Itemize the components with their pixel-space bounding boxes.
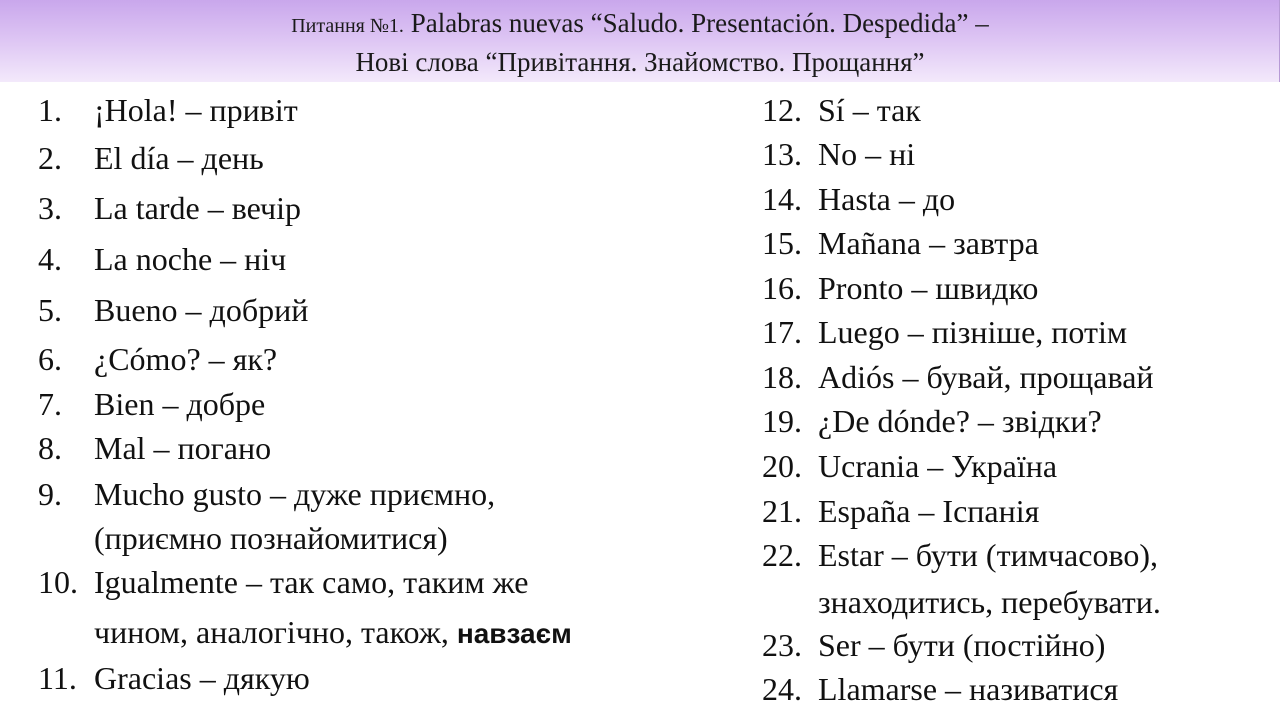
item-number: 22. (762, 537, 802, 573)
item-number: 7. (38, 386, 62, 422)
item-number: 2. (38, 140, 62, 176)
item-text: Estar – бути (тимчасово), (818, 537, 1158, 573)
item-text: Sí – так (818, 92, 921, 128)
item-number: 11. (38, 660, 77, 696)
item-text: Ucrania – Україна (818, 448, 1058, 484)
title-line-1 (0, 6, 1280, 43)
emphasized-word: навзаєм (456, 618, 572, 649)
item-number: 5. (38, 292, 62, 328)
item-text: La tarde – вечір (94, 190, 302, 226)
item-number: 15. (762, 225, 802, 261)
item-number: 3. (38, 190, 62, 226)
item-number: 24. (762, 671, 802, 707)
question-number: Питання №1. (291, 15, 404, 37)
item-text: Bueno – добрий (94, 292, 309, 328)
item-number: 6. (38, 341, 62, 377)
item-number: 19. (762, 403, 802, 439)
item-text-continuation: знаходитись, перебувати. (818, 584, 1161, 620)
title-line-2: Нові слова “Привітання. Знайомство. Прощання” (355, 47, 925, 77)
item-number: 17. (762, 314, 802, 350)
item-text: El día – день (94, 140, 264, 176)
item-text: Llamarse – називатися (818, 671, 1119, 707)
item-number: 20. (762, 448, 802, 484)
item-text: Pronto – швидко (818, 270, 1039, 306)
item-text: Bien – добре (94, 386, 266, 422)
item-text: ¿Cómo? – як? (94, 341, 278, 377)
item-number: 1. (38, 92, 62, 128)
item-text: Gracias – дякую (94, 660, 310, 696)
item-number: 16. (762, 270, 802, 306)
item-text: España – Іспанія (818, 493, 1040, 529)
item-text: Mucho gusto – дуже приємно, (94, 476, 496, 512)
item-text: Adiós – бувай, прощавай (818, 359, 1154, 395)
item-number: 13. (762, 136, 802, 172)
slide-title-banner (0, 0, 1280, 82)
title-spanish: Palabras nuevas “Saludo. Presentación. Despedida” – (410, 8, 989, 38)
item-number: 21. (762, 493, 802, 529)
item-text: Hasta – до (818, 181, 956, 217)
item-text: Igualmente – так само, таким же (94, 564, 529, 600)
item-text: ¿De dónde? – звідки? (818, 403, 1102, 439)
item-number: 4. (38, 241, 62, 277)
item-text: Ser – бути (постійно) (818, 627, 1106, 663)
item-text: ¡Hola! – привіт (94, 92, 298, 128)
item-number: 18. (762, 359, 802, 395)
item-text: La noche – ніч (94, 241, 287, 277)
item-text: Mañana – завтра (818, 225, 1039, 261)
item-text-continuation: (приємно познайомитися) (94, 520, 448, 556)
item-text: Mal – погано (94, 430, 272, 466)
item-number: 12. (762, 92, 802, 128)
item-number: 14. (762, 181, 802, 217)
item-number: 23. (762, 627, 802, 663)
item-number: 10. (38, 564, 78, 600)
item-number: 8. (38, 430, 62, 466)
item-text: Luego – пізніше, потім (818, 314, 1128, 350)
item-number: 9. (38, 476, 62, 512)
item-text: No – ні (818, 136, 916, 172)
continuation-text: чином, аналогічно, також, (94, 614, 457, 650)
item-text-continuation (94, 610, 572, 656)
